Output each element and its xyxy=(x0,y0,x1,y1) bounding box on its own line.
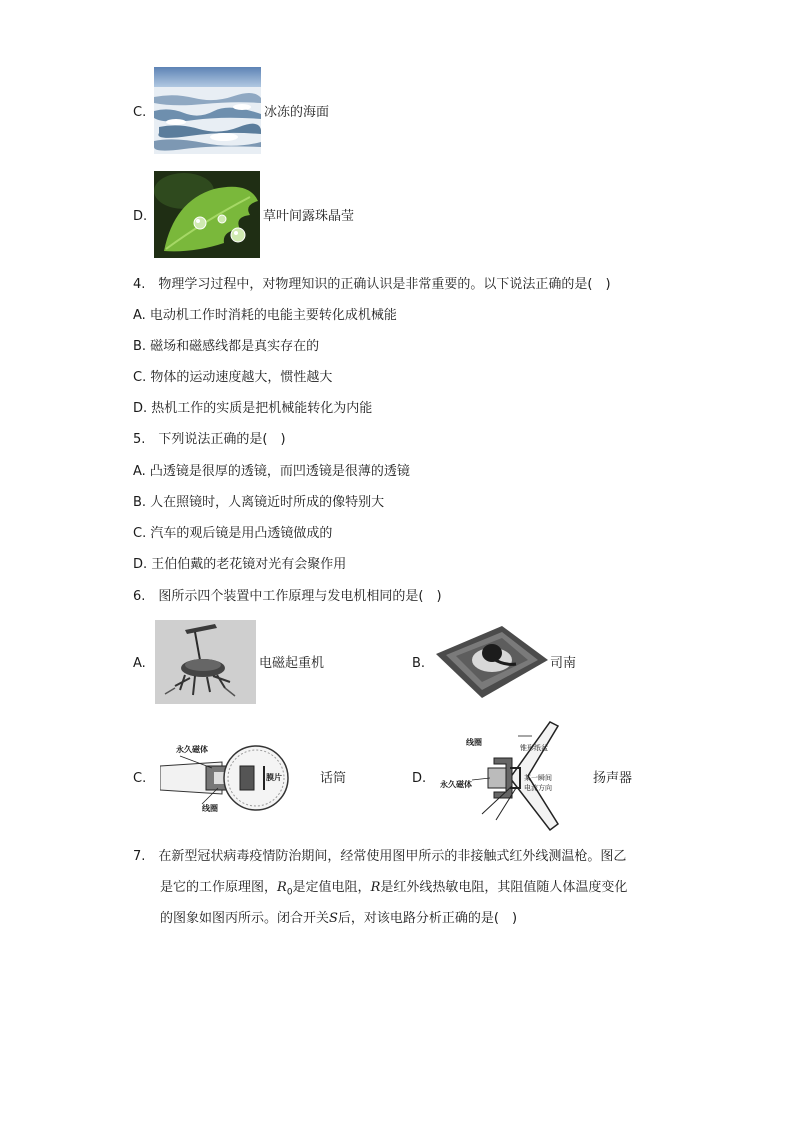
q6-option-a-text: 电磁起重机 xyxy=(259,656,325,671)
r-symbol: R xyxy=(370,880,381,895)
q3-option-d-letter: D. xyxy=(133,209,148,224)
q6-stem: 6. 图所示四个装置中工作原理与发电机相同的是( ) xyxy=(133,589,442,604)
q6-option-a-letter: A. xyxy=(133,656,146,671)
q6-option-d-text: 扬声器 xyxy=(593,771,633,786)
q6-option-c-letter: C. xyxy=(133,771,147,786)
mic-coil-label: 线圈 xyxy=(202,804,218,813)
q4-option-b: B. 磁场和磁感线都是真实存在的 xyxy=(133,339,320,354)
r0-symbol: R xyxy=(277,880,287,895)
speaker-magnet-label: 永久磁体 xyxy=(440,780,472,789)
microphone-diagram xyxy=(160,742,298,820)
q4-option-a: A. 电动机工作时消耗的电能主要转化成机械能 xyxy=(133,308,397,323)
q3-option-c-text: 冰冻的海面 xyxy=(264,105,330,120)
s-symbol: S xyxy=(329,911,338,926)
r0-subscript: 0 xyxy=(286,887,293,898)
electromagnetic-crane-image xyxy=(155,620,256,704)
q6-option-b-text: 司南 xyxy=(550,656,577,671)
q5-option-a: A. 凸透镜是很厚的透镜，而凹透镜是很薄的透镜 xyxy=(133,464,410,479)
q3-option-c-letter: C. xyxy=(133,105,147,120)
q7-line-2-a: 是它的工作原理图， xyxy=(160,880,278,895)
sinan-compass-image xyxy=(432,620,550,704)
speaker-coil-label: 线圈 xyxy=(466,738,482,747)
mic-membrane-label: 膜片 xyxy=(266,773,282,782)
q7-line-3-b: 后，对该电路分析正确的是( ) xyxy=(337,911,518,926)
speaker-current-label-1: 某一瞬间 xyxy=(524,774,552,782)
mic-magnet-label: 永久磁体 xyxy=(176,745,208,754)
q4-stem: 4. 物理学习过程中，对物理知识的正确认识是非常重要的。以下说法正确的是( ) xyxy=(133,277,611,292)
q7-line-2-b: 是定值电阻， xyxy=(292,880,371,895)
q7-line-2-c: 是红外线热敏电阻，其阻值随人体温度变化 xyxy=(380,880,628,895)
dewdrop-leaf-image xyxy=(154,171,260,258)
q5-stem: 5. 下列说法正确的是( ) xyxy=(133,432,286,447)
q4-option-c: C. 物体的运动速度越大，惯性越大 xyxy=(133,370,333,385)
q5-option-b: B. 人在照镜时，人离镜近时所成的像特别大 xyxy=(133,495,385,510)
q7-line-3 xyxy=(160,910,517,928)
q7-line-2 xyxy=(160,879,627,902)
q6-option-d-letter: D. xyxy=(412,771,427,786)
q4-option-d: D. 热机工作的实质是把机械能转化为内能 xyxy=(133,401,373,416)
q6-option-c-text: 话筒 xyxy=(320,771,347,786)
q5-option-c: C. 汽车的观后镜是用凸透镜做成的 xyxy=(133,526,333,541)
q5-option-d: D. 王伯伯戴的老花镜对光有会聚作用 xyxy=(133,557,347,572)
q7-line-3-a: 的图象如图丙所示。闭合开关 xyxy=(160,911,330,926)
speaker-cone-label: 锥形纸盆 xyxy=(520,744,548,752)
loudspeaker-diagram xyxy=(432,718,566,834)
speaker-current-label-2: 电流方向 xyxy=(524,784,552,792)
frozen-sea-image xyxy=(154,67,261,154)
q3-option-d-text: 草叶间露珠晶莹 xyxy=(263,209,355,224)
q6-option-b-letter: B. xyxy=(412,656,426,671)
q7-line-1: 7. 在新型冠状病毒疫情防治期间，经常使用图甲所示的非接触式红外线测温枪。图乙 xyxy=(133,849,627,864)
